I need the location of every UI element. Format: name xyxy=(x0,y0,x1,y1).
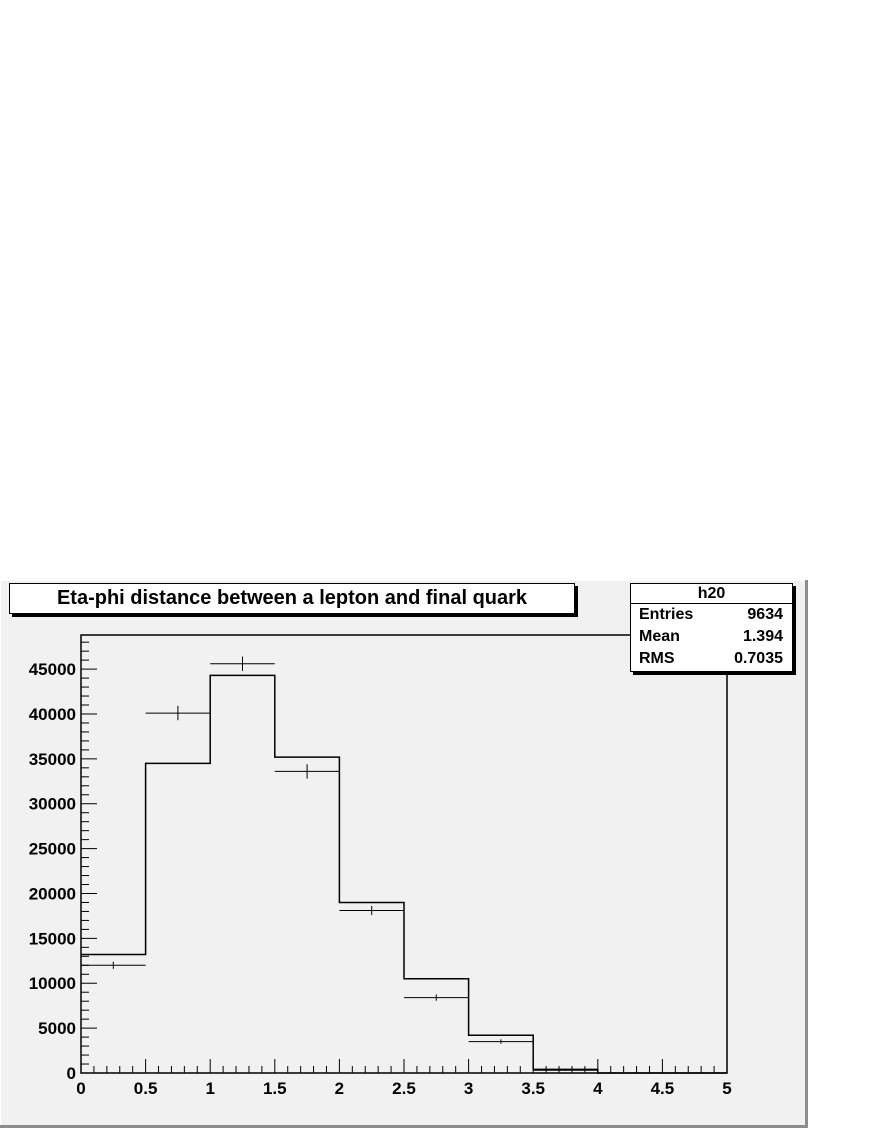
x-tick-label: 0.5 xyxy=(133,1079,158,1098)
x-tick-label: 3 xyxy=(463,1079,474,1098)
x-tick-label: 4 xyxy=(593,1079,603,1098)
y-tick-label: 35000 xyxy=(28,749,76,769)
data-point xyxy=(81,962,146,969)
stats-mean-value: 1.394 xyxy=(742,628,783,645)
y-tick-label: 40000 xyxy=(28,704,76,724)
data-point xyxy=(533,1070,598,1071)
plot-frame xyxy=(81,635,727,1073)
chart-title: Eta-phi distance between a lepton and final quark xyxy=(9,583,575,614)
step-histogram-line xyxy=(81,675,727,1073)
stats-histogram-name: h20 xyxy=(631,584,792,604)
stats-entries-label: Entries xyxy=(639,606,694,623)
stats-box xyxy=(630,583,793,672)
y-tick-label: 45000 xyxy=(28,660,76,680)
y-tick-label: 15000 xyxy=(28,929,76,949)
y-tick-label: 0 xyxy=(66,1064,76,1083)
x-tick-label: 1.5 xyxy=(262,1079,287,1098)
data-point xyxy=(146,706,211,720)
data-point xyxy=(275,764,340,778)
data-point xyxy=(210,657,275,671)
x-tick-label: 2.5 xyxy=(392,1079,416,1098)
stats-mean-label: Mean xyxy=(639,628,680,645)
x-tick-label: 4.5 xyxy=(650,1079,675,1098)
stats-rms-value: 0.7035 xyxy=(734,650,783,667)
x-tick-label: 1 xyxy=(205,1079,215,1098)
data-point xyxy=(339,906,404,915)
data-point xyxy=(469,1039,534,1043)
x-tick-label: 5 xyxy=(722,1079,732,1098)
stats-row-rms xyxy=(631,648,792,670)
y-tick-label: 20000 xyxy=(28,884,76,904)
stats-entries-value: 9634 xyxy=(747,606,783,623)
stats-row-mean xyxy=(631,626,792,648)
x-tick-label: 0 xyxy=(76,1079,86,1098)
data-point xyxy=(404,994,469,1000)
stats-row-entries xyxy=(631,604,792,626)
x-tick-label: 3.5 xyxy=(521,1079,546,1098)
y-tick-label: 5000 xyxy=(38,1019,76,1039)
stats-rms-label: RMS xyxy=(639,650,675,667)
y-tick-label: 25000 xyxy=(28,839,76,859)
y-tick-label: 10000 xyxy=(28,974,76,994)
x-tick-label: 2 xyxy=(334,1079,345,1098)
y-tick-label: 30000 xyxy=(28,794,76,814)
